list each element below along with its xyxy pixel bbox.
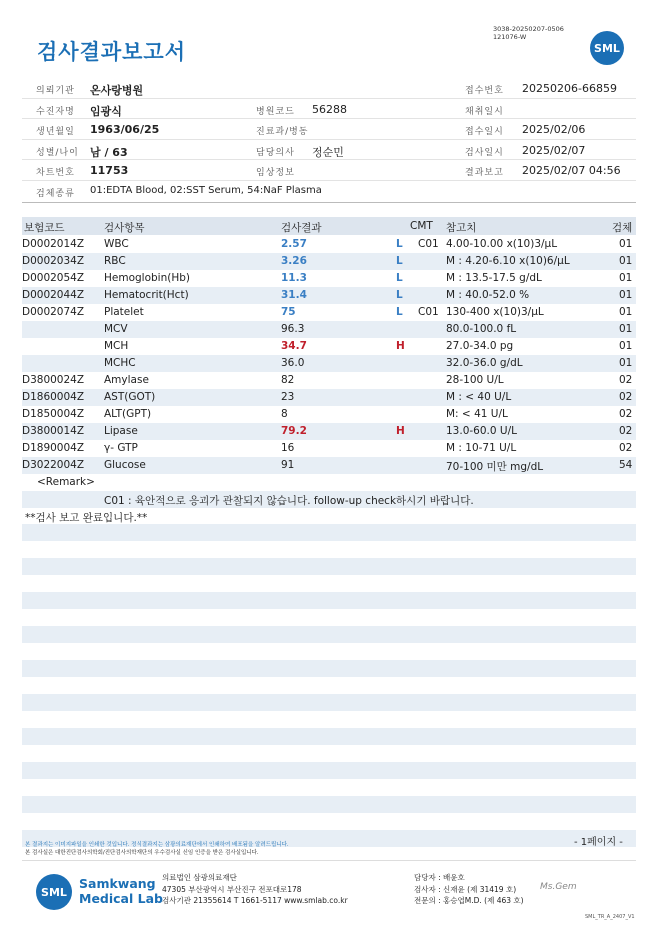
brand-line: Samkwang: [79, 876, 156, 891]
patient-info: [22, 78, 636, 202]
table-row: [22, 389, 636, 406]
table-row: [22, 355, 636, 372]
sml-logo: SML: [590, 31, 624, 65]
reference-range: M : 13.5-17.5 g/dL: [446, 272, 542, 284]
test-item: Lipase: [104, 425, 138, 437]
reference-range: 130-400 x(10)3/μL: [446, 306, 544, 318]
receipt-date-value: 2025/02/06: [522, 123, 586, 137]
divider: [22, 860, 636, 861]
test-date-label: 검사일시: [465, 147, 504, 158]
test-result: 34.7: [281, 340, 307, 352]
result-flag: H: [396, 340, 405, 352]
test-item: RBC: [104, 255, 126, 267]
insurance-code: D0002034Z: [22, 255, 85, 267]
col-ref: 참고치: [446, 222, 477, 234]
reference-range: 28-100 U/L: [446, 374, 504, 386]
test-item: ALT(GPT): [104, 408, 152, 420]
patient-label: 수진자명: [36, 106, 75, 117]
blank-row: [22, 524, 636, 541]
table-row: [22, 321, 636, 338]
test-result: 36.0: [281, 357, 305, 369]
receipt-no-label: 접수번호: [465, 86, 504, 96]
sex-age-label: 성별/나이: [36, 147, 79, 158]
table-row: [22, 372, 636, 389]
test-item: MCV: [104, 323, 128, 335]
specimen-code: 01: [619, 340, 633, 352]
insurance-code: D0002074Z: [22, 306, 85, 318]
test-result: 23: [281, 391, 295, 403]
specimen-label: 검체종류: [36, 188, 75, 199]
test-result: 79.2: [281, 425, 307, 437]
test-item: Hemoglobin(Hb): [104, 272, 191, 284]
organization-info: [162, 872, 348, 907]
report-date-label: 결과보고: [465, 168, 504, 179]
blank-row: [22, 592, 636, 609]
specimen-value: 01:EDTA Blood, 02:SST Serum, 54:NaF Plasma: [90, 184, 322, 196]
reference-range: 32.0-36.0 g/dL: [446, 357, 523, 369]
institution-value: 온사랑병원: [90, 84, 144, 97]
hospital-code-label: 병원코드: [256, 106, 295, 117]
test-item: MCH: [104, 340, 129, 352]
test-result: 91: [281, 459, 295, 471]
result-flag: L: [396, 306, 403, 318]
reference-range: 27.0-34.0 pg: [446, 340, 514, 352]
blank-row: [22, 728, 636, 745]
specimen-code: 01: [619, 238, 633, 250]
test-item: Amylase: [104, 374, 149, 386]
staff-info: [414, 872, 524, 907]
test-item: WBC: [104, 238, 129, 250]
reference-range: M : 10-71 U/L: [446, 442, 517, 454]
blank-row: [22, 694, 636, 711]
reference-range: M : < 40 U/L: [446, 391, 512, 403]
results-header: [22, 217, 636, 235]
reference-range: 13.0-60.0 U/L: [446, 425, 517, 437]
insurance-code: D3022004Z: [22, 459, 85, 471]
birth-value: 1963/06/25: [90, 123, 160, 137]
remark-title: <Remark>: [37, 476, 95, 488]
col-spec: 검체: [612, 222, 633, 234]
sex-age-value: 남 / 63: [90, 145, 128, 159]
info-row: [22, 140, 636, 161]
blank-row: [22, 660, 636, 677]
footer-note: 본 결과지는 이미지파일을 인쇄한 것입니다. 정식결과지는 삼광의료재단에서 인쇄하여 배포됨을 알려드립니다.: [25, 842, 289, 848]
insurance-code: D0002054Z: [22, 272, 85, 284]
blank-row: [22, 626, 636, 643]
comment-code: C01: [418, 306, 439, 318]
sml-logo: SML: [36, 874, 72, 910]
specimen-code: 01: [619, 357, 633, 369]
specimen-code: 01: [619, 272, 633, 284]
test-result: 2.57: [281, 238, 307, 250]
result-flag: L: [396, 289, 403, 301]
col-item: 검사항목: [104, 222, 145, 234]
result-flag: L: [396, 238, 403, 250]
insurance-code: D0002014Z: [22, 238, 85, 250]
birth-label: 생년월일: [36, 127, 75, 138]
staff-line: 전문의 : 홍승엽M.D. (제 463 호): [414, 896, 524, 905]
hospital-code-value: 56288: [312, 102, 347, 116]
report-complete-text: **검사 보고 완료입니다.**: [25, 512, 148, 524]
results-table: [22, 236, 636, 474]
form-code: SML_TR_A_2407_V1: [585, 914, 635, 920]
reference-range: 4.00-10.00 x(10)3/μL: [446, 238, 558, 250]
table-row: [22, 287, 636, 304]
test-result: 82: [281, 374, 295, 386]
col-result: 검사결과: [281, 222, 322, 234]
page-number: - 1페이지 -: [574, 837, 623, 848]
blank-row: [22, 558, 636, 575]
result-flag: H: [396, 425, 405, 437]
receipt-no-value: 20250206-66859: [522, 82, 617, 95]
institution-label: 의뢰기관: [36, 86, 75, 96]
test-date-value: 2025/02/07: [522, 143, 586, 157]
specimen-code: 02: [619, 391, 633, 403]
table-row: [22, 270, 636, 287]
specimen-code: 01: [619, 255, 633, 267]
test-result: 8: [281, 408, 288, 420]
test-result: 11.3: [281, 272, 307, 284]
reference-range: M: < 41 U/L: [446, 408, 508, 420]
brand-name: [79, 876, 163, 906]
info-row: [22, 78, 636, 99]
table-row: [22, 440, 636, 457]
test-item: Glucose: [104, 459, 146, 471]
specimen-code: 01: [619, 289, 633, 301]
table-row: [22, 338, 636, 355]
specimen-code: 01: [619, 323, 633, 335]
info-row: [22, 181, 636, 202]
test-result: 96.3: [281, 323, 305, 335]
remark-text: C01 : 육안적으로 응괴가 관찰되지 않습니다. follow-up check하시기 바랍니다.: [104, 495, 474, 507]
receipt-date-label: 접수일시: [465, 127, 504, 138]
insurance-code: D1860004Z: [22, 391, 85, 403]
chart-label: 차트번호: [36, 168, 75, 179]
clinical-label: 임상정보: [256, 168, 295, 179]
staff-line: 담당자 : 배윤호: [414, 873, 465, 882]
specimen-code: 02: [619, 374, 633, 386]
document-id-line: 3038-20250207-0506: [493, 25, 564, 33]
table-row: [22, 457, 636, 474]
test-item: AST(GOT): [104, 391, 156, 403]
insurance-code: D1890004Z: [22, 442, 85, 454]
reference-range: 80.0-100.0 fL: [446, 323, 517, 335]
dept-label: 진료과/병동: [256, 127, 309, 138]
page-title: 검사결과보고서: [37, 40, 187, 64]
footer-notes: [25, 841, 289, 857]
table-row: [22, 423, 636, 440]
test-result: 16: [281, 442, 295, 454]
insurance-code: D3800014Z: [22, 425, 85, 437]
reference-range: 70-100 미만 mg/dL: [446, 461, 544, 473]
insurance-code: D1850004Z: [22, 408, 85, 420]
collect-date-label: 채취일시: [465, 106, 504, 117]
divider: [22, 202, 636, 203]
doctor-value: 정순민: [312, 145, 344, 159]
specimen-code: 01: [619, 306, 633, 318]
info-row: [22, 99, 636, 120]
specimen-code: 02: [619, 442, 633, 454]
insurance-code: D0002044Z: [22, 289, 85, 301]
specimen-code: 02: [619, 408, 633, 420]
table-row: [22, 304, 636, 321]
org-line: 47305 부산광역시 부산진구 전포대로178: [162, 884, 302, 894]
test-result: 31.4: [281, 289, 307, 301]
test-item: MCHC: [104, 357, 136, 369]
table-row: [22, 236, 636, 253]
reference-range: M : 4.20-6.10 x(10)6/μL: [446, 255, 570, 267]
blank-row: [22, 762, 636, 779]
result-flag: L: [396, 272, 403, 284]
test-item: γ- GTP: [104, 442, 138, 454]
patient-value: 임광식: [90, 104, 122, 118]
info-row: [22, 160, 636, 181]
table-row: [22, 253, 636, 270]
brand-line: Medical Lab: [79, 891, 163, 906]
info-row: [22, 119, 636, 140]
org-line: 검사기관 21355614 T 1661-5117 www.smlab.co.kr: [162, 896, 348, 905]
test-result: 3.26: [281, 255, 307, 267]
comment-code: C01: [418, 238, 439, 250]
org-line: 의료법인 삼광의료재단: [162, 873, 237, 882]
specimen-code: 02: [619, 425, 633, 437]
insurance-code: D3800024Z: [22, 374, 85, 386]
document-id-line: 121076-W: [493, 33, 527, 41]
table-row: [22, 406, 636, 423]
signature: Ms.Gem: [540, 882, 577, 892]
remark-row: [22, 491, 636, 508]
chart-value: 11753: [90, 164, 129, 178]
col-code: 보험코드: [24, 222, 65, 234]
document-id: [493, 25, 564, 41]
footer-note: 본 검사실은 대한진단검사의학회/진단검사의학재단의 우수검사실 신임 인증을 받은 검사실입니다.: [25, 850, 259, 856]
reference-range: M : 40.0-52.0 %: [446, 289, 530, 301]
specimen-code: 54: [619, 459, 633, 471]
staff-line: 검사자 : 신재윤 (제 31419 호): [414, 884, 517, 894]
test-item: Hematocrit(Hct): [104, 289, 189, 301]
doctor-label: 담당의사: [256, 147, 295, 158]
blank-row: [22, 796, 636, 813]
test-item: Platelet: [104, 306, 144, 318]
test-result: 75: [281, 306, 296, 318]
result-flag: L: [396, 255, 403, 267]
report-date-value: 2025/02/07 04:56: [522, 164, 621, 178]
col-cmt: CMT: [410, 220, 433, 232]
